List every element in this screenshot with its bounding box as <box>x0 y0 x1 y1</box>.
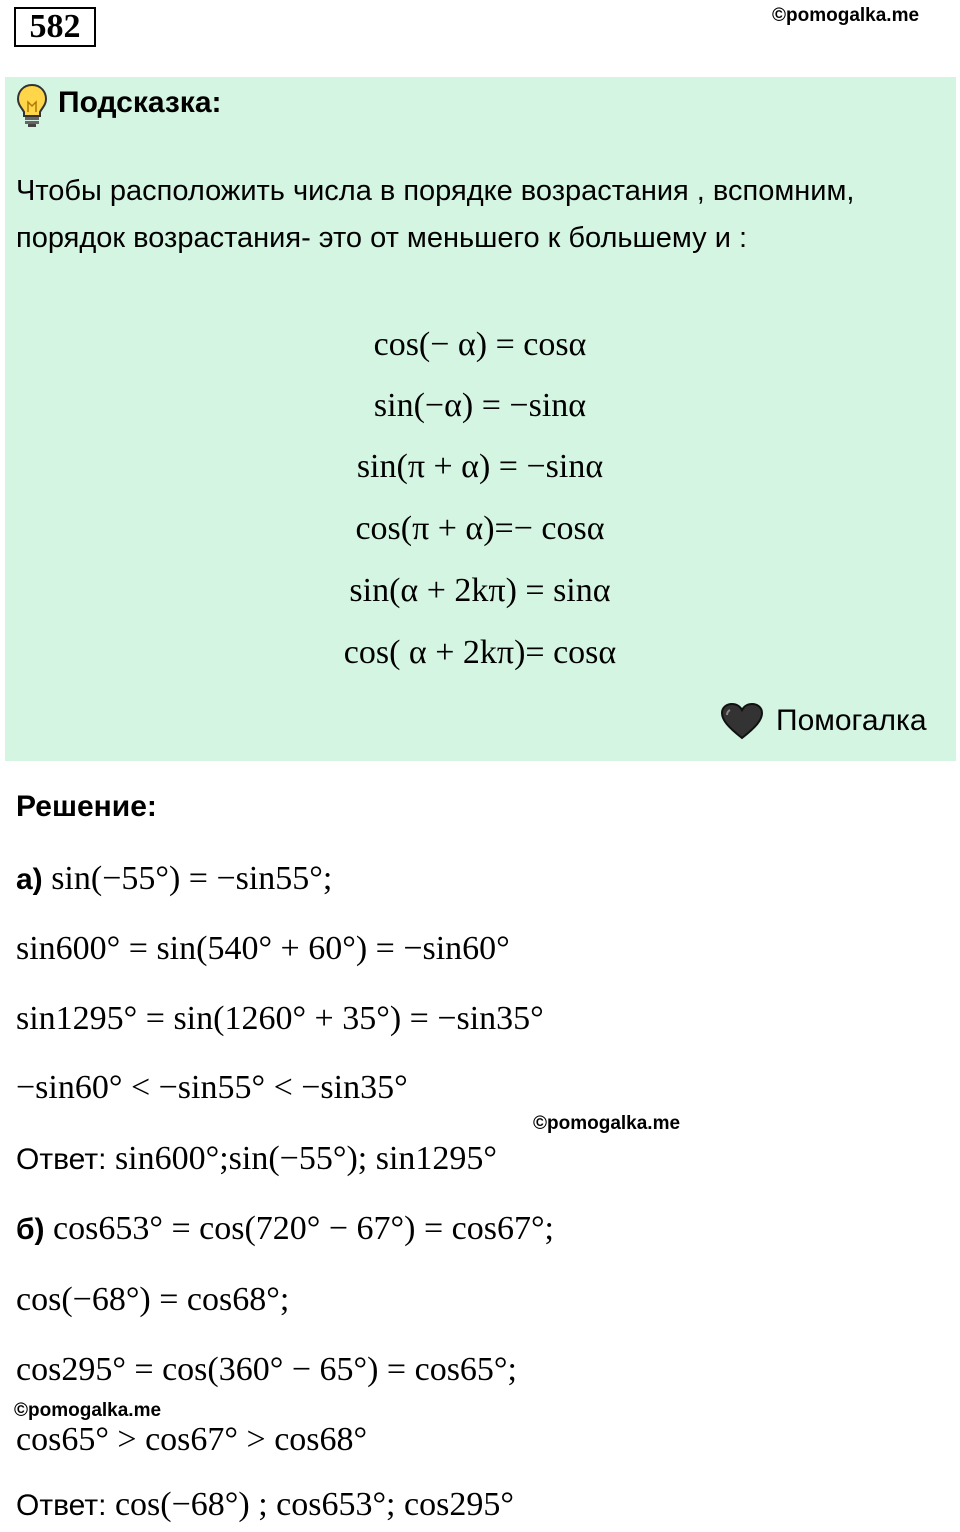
solution-line-a1 <box>16 860 332 898</box>
solution-line-b1 <box>16 1210 554 1248</box>
solution-line-b2: cos(−68°) = cos68°; <box>16 1281 290 1318</box>
hint-formula: cos(π + α)=− cosα <box>355 510 605 547</box>
brand <box>720 702 927 740</box>
hint-text: Чтобы расположить числа в порядке возрастания , вспомним, порядок возрастания- это от меньшего к большему и : <box>16 175 855 254</box>
watermark-middle: ©pomogalka.me <box>533 1113 681 1134</box>
answer-label: Ответ: <box>16 1489 107 1522</box>
watermark-top: ©pomogalka.me <box>772 5 920 26</box>
hint-title: Подсказка: <box>58 86 222 119</box>
task-number: 582 <box>14 7 96 47</box>
hint-formula: sin(π + α) = −sinα <box>356 448 604 485</box>
answer-label: Ответ: <box>16 1143 107 1176</box>
answer-b <box>16 1486 514 1524</box>
lightbulb-icon <box>14 82 50 128</box>
solution-line-a4: −sin60° < −sin55° < −sin35° <box>16 1069 408 1106</box>
heart-icon <box>720 702 764 740</box>
hint-formula: cos(− α) = cosα <box>373 326 587 363</box>
hint-formula: sin(α + 2kπ) = sinα <box>349 572 611 609</box>
brand-label: Помогалка <box>776 704 927 737</box>
watermark-bottom: ©pomogalka.me <box>14 1400 162 1421</box>
solution-line-b4: cos65° > cos67° > cos68° <box>16 1421 368 1458</box>
answer-a <box>16 1140 497 1178</box>
solution-title: Решение: <box>16 790 157 823</box>
math-text: cos653° = cos(720° − 67°) = cos67°; <box>53 1210 554 1247</box>
math-text: sin(−55°) = −sin55°; <box>51 860 333 897</box>
part-label: б) <box>16 1213 45 1246</box>
part-label: а) <box>16 863 43 896</box>
answer-value: sin600°;sin(−55°); sin1295° <box>114 1140 497 1177</box>
solution-line-a3: sin1295° = sin(1260° + 35°) = −sin35° <box>16 1000 544 1037</box>
hint-formula: cos( α + 2kπ)= cosα <box>343 634 617 671</box>
solution-line-b3: cos295° = cos(360° − 65°) = cos65°; <box>16 1351 517 1388</box>
solution-line-a2: sin600° = sin(540° + 60°) = −sin60° <box>16 930 510 967</box>
answer-value: cos(−68°) ; cos653°; cos295° <box>114 1486 514 1523</box>
hint-formula: sin(−α) = −sinα <box>373 387 587 424</box>
